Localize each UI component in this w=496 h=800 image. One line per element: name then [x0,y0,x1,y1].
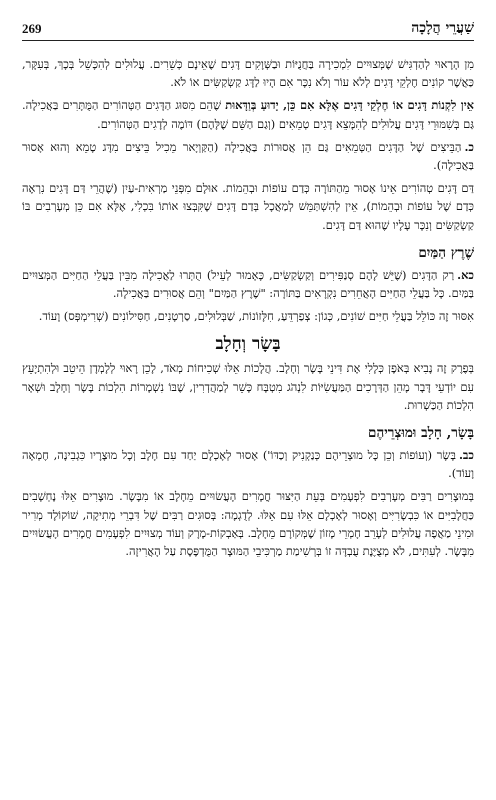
running-header [22,18,474,41]
paragraph-meat-with-milk [22,446,474,482]
section-number: כב. [458,448,474,463]
paragraph-mixed-ingredients: בְּמוּצָרִים רַבִּים מְעָרְבִים לִפְעָמִים בְּעֵת הַיִּצּוּר חֳמָרִים הָעֲשׂוּיִים מֵחָלָב אוֹ מִבָּשָׂר. מוּצָרִים אֵלּוּ נֶחְשָׁבִים כַּחֲלָבִיִּים אוֹ כִּבְשָׂרִיִּים וְאָסוּר לְאָכְלָם אֵלּוּ עִם אֵלּוּ. לְדֻגְמָה: בְּסוּגִים רַבִּים שֶׁל דִּבְרֵי מְתִיקָה, שׁוֹקוֹלָד מְרִיר וּמִינֵי מַאֲפֶה עֲלוּלִים לְעָרֵב חָמְרֵי מָזוֹן שֶׁמְּקוֹרָם מֵחָלָב. בְּאַבְקוֹת-מָרָק וְעוֹד מְצוּיִים לִפְעָמִים חֳמָרִים הָעֲשׂוּיִים מִבָּשָׂר. לְעִתִּים, לֹא מְצֻיֶּנֶת עֻבְדָּה זוֹ בְּרְשִׁימַת מַרְכִּיבֵי הַמּוּצָר הַמֻּדְפֶּסֶת עַל הָאֲרִיזָה. [22,489,474,559]
emphasis-certainty: אֵין לִקְנוֹת דָּגִים אוֹ חֶלְקֵי דָּגִים אֶלָּא אִם כֵּן, יָדוּעַ בְּוַדָּאוּת [225,98,474,113]
paragraph-fish-eggs [22,138,474,174]
paragraph-buy-known-fish [22,96,474,132]
paragraph-prohibited-creatures: אִסּוּר זֶה כּוֹלֵל בַּעֲלֵי חַיִּים שׁוֹנִים, כְּגוֹן: צְפַרְדֵּעַ, חִלָּזוֹנוֹת, שַׁבְּלוּלִים, סַרְטָנִים, חַסִּילוֹנִים (שְׁרִימְפְּס) וָעוֹד. [38,309,474,324]
paragraph-text: הַבֵּיצִים שֶׁל הַדָּגִים הַטְּמֵאִים גַּם הֵן אֲסוּרוֹת בַּאֲכִילָה (הַקַּוְיָאר מֵכִיל בֵּיצִים מִדָּג טָמֵא וְהוּא אָסוּר בַּאֲכִילָה). [22,139,474,173]
heading-meat-and-milk: בָּשָׂר וְחָלָב [215,334,281,355]
paragraph-text: שֶׁהֵם מִסּוּג הַדָּגִים הַטְּהוֹרִים הַמֻּתָּרִים בַּאֲכִילָה. גַּם בְּשִׁמּוּרֵי דָּגִים עֲלוּלִים לְהִמָּצֵא דָּגִים טְמֵאִים (וְגַם הַשֵּׁם שֶׁלָּהֶם) דּוֹמֶה לְדָגִים הַטְּהוֹרִים. [22,98,474,131]
header-title: שַׁעֲרֵי הֲלָכָה [411,20,474,36]
paragraph-chapter-intro: בְּפֶרֶק זֶה נָבִיא בְּאֹפֶן כְּלָלִי אֶת דִּינֵי בָּשָׂר וְחָלָב. הֲלָכוֹת אֵלּוּ שְׁכִיחוֹת מְאֹד, לָכֵן רָאוּי לְלָמְדָן הֵיטֵב וּלְהִתְיָעֵץ עִם יוֹדְעֵי דָּבָר מָהֵן הַדְּרָכִים הַמַּעֲשִׂיּוֹת לִנְהֹג מִטְבָּח כָּשֵׁר לְמַהֲדְרִין, שֶׁבּוֹ נִשְׁמָרוֹת הִלְכוֹת בָּשָׂר וְחָלָב וּשְׁאָר הִלְכוֹת הַכַּשְׁרוּת. [22,361,474,412]
section-number: כ. [464,139,474,154]
paragraph-fish-blood: דַּם דָּגִים טְהוֹרִים אֵינוֹ אָסוּר מֵהַתּוֹרָה כְּדַם עוֹפוֹת וּבְהֵמוֹת. אוּלָם מִפְּנֵי מַרְאִית-עַיִן (שֶׁהֲרֵי דַּם דָּגִים נִרְאֶה כְּדַם שֶׁל עוֹפוֹת וּבְהֵמוֹת), אֵין לְהִשְׁתַּמֵּשׁ לְמַאֲכָל בְּדַם דָּגִים שֶׁקִּבְּצוּ אוֹתוֹ בִּכְלִי, אֶלָּא אִם כֵּן מְעָרְבִים בּוֹ קַשְׂקַשִּׂים וְנִכָּר עָלָיו שֶׁהוּא דַּם דָּגִים. [22,181,474,232]
section-number: כא. [457,267,474,282]
heading-water-creatures: שֶׁרֶץ הַמַּיִם [418,244,474,261]
paragraph-text: בָּשָׂר (וְעוֹפוֹת וְכֵן כָּל מוּצְרֵיהֶם כְּנַקְנִיק וְכַדּוֹ') אָסוּר לְאָכְלָם יַחַד עִם חָלָב וְכָל מוּצָרָיו כִּגְבִינָה, חֶמְאָה וָעוֹד). [22,448,474,481]
paragraph-text: רַק הַדָּגִים (שֶׁיֵּשׁ לָהֶם סְנַפִּירִים וְקַשְׂקַשִּׂים, כָּאָמוּר לְעֵיל) הֻתְּרוּ לַאֲכִילָה מִבֵּין בַּעֲלֵי הַחַיִּים הַמְּצוּיִים בַּמַּיִם. כָּל בַּעֲלֵי הַחַיִּים הָאֲחֵרִים נִקְרָאִים בַּתּוֹרָה: "שֶׁרֶץ הַמַּיִם" וְהֵם אֲסוּרִים בַּאֲכִילָה. [22,267,474,301]
document-page [22,18,474,788]
paragraph-only-fish-allowed [22,266,474,302]
heading-meat-milk-products: בָּשָׂר, חָלָב וּמוּצְרֵיהֶם [368,425,474,442]
page-number: 269 [22,21,42,36]
paragraph-fish-warning: מִן הָרָאוּי לְהַדְגִּישׁ שֶׁמְּצוּיִים לִמְכִירָה בַּחֲנֻיּוֹת וּבַשְּׁוָקִים דָּגִים שֶׁאֵינָם כְּשֵׁרִים. עֲלוּלִים לְהִכָּשֵׁל בְּכָךְ, בְּעִקָּר, כַּאֲשֶׁר קוֹנִים חֶלְקֵי דָּגִים לְלֹא עוֹר וְלֹא נִכָּר אִם הָיוּ לַדָּג קַשְׂקַשִּׂים אוֹ לֹא. [22,57,474,90]
